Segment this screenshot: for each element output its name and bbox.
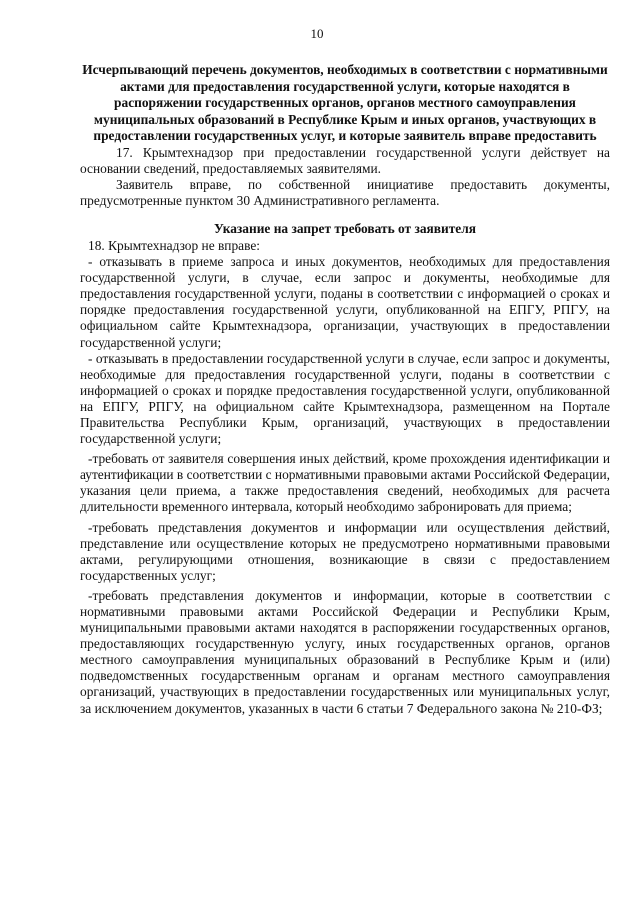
- list-item-refuse-acceptance: - отказывать в приеме запроса и иных документов, необходимых для предоставления государственной услуги, в случае, если запрос и документы, необходимые для предоставления государственной услуги, поданы в соответствии с информацией о сроках и порядке предоставления государственной услуги, опубликованной на ЕПГУ, РПГУ, на официальном сайте Крымтехнадзора, организации, участвующих в предоставлении государственной услуги;: [80, 254, 610, 350]
- section-heading-prohibition: Указание на запрет требовать от заявителя: [213, 221, 476, 237]
- list-item-refuse-service: - отказывать в предоставлении государственной услуги в случае, если запрос и документы, необходимые для предоставления государственной услуги, поданы в соответствии с информацией о сроках и порядке предоставления государственной услуги, опубликованной на ЕПГУ, РПГУ, на официальном сайте Крымтехнадзора, размещенном на Портале Правительства Республики Крым, организаций, участвующих в предоставлении государственной услуги;: [80, 350, 610, 447]
- page-number: 10: [310, 26, 324, 41]
- list-item-require-documents: -требовать представления документов и информации или осуществления действий, представление или осуществление которых не предусмотрено нормативными правовыми актами, регулирующими отношения, возникающие в связи с предоставлением государственных услуг;: [80, 519, 610, 583]
- list-item-require-info-held-by-agencies: -требовать представления документов и информации, которые в соответствии с нормативными правовыми актами Российской Федерации и Республики Крым, муниципальными правовыми актами находятся в распоряжении государственных органов, предоставляющих государственную услугу, иных государственных органов, органов местного самоуправления муниципальных образований в Республике Крым и (или) подведомственных государственным органам и органам местного самоуправления организаций, участвующих в предоставлении государственных или муниципальных услуг, за исключением документов, указанных в части 6 статьи 7 Федерального закона № 210-ФЗ;: [80, 587, 610, 716]
- list-item-require-actions: -требовать от заявителя совершения иных действий, кроме прохождения идентификации и аутентификации в соответствии с нормативными правовыми актами Российской Федерации, указания цели приема, а также предоставления сведений, необходимых для расчета длительности временного интервала, который необходимо забронировать для приема;: [80, 451, 610, 515]
- section-heading-documents-list: Исчерпывающий перечень документов, необходимых в соответствии с нормативными актами для предоставления государственной услуги, которые находятся в распоряжении государственных органов, органов местного самоуправления муниципальных образований в Республике Крым и иных органов, участвующих в предоставлении государственных услуг, и которые заявитель вправе предоставить: [82, 62, 608, 144]
- paragraph-applicant-right: Заявитель вправе, по собственной инициативе предоставить документы, предусмотренные пунктом 30 Административного регламента.: [80, 177, 610, 209]
- paragraph-17: 17. Крымтехнадзор при предоставлении государственной услуги действует на основании сведений, предоставляемых заявителями.: [80, 144, 610, 177]
- paragraph-18: 18. Крымтехнадзор не вправе:: [88, 237, 261, 253]
- document-body: [80, 62, 610, 717]
